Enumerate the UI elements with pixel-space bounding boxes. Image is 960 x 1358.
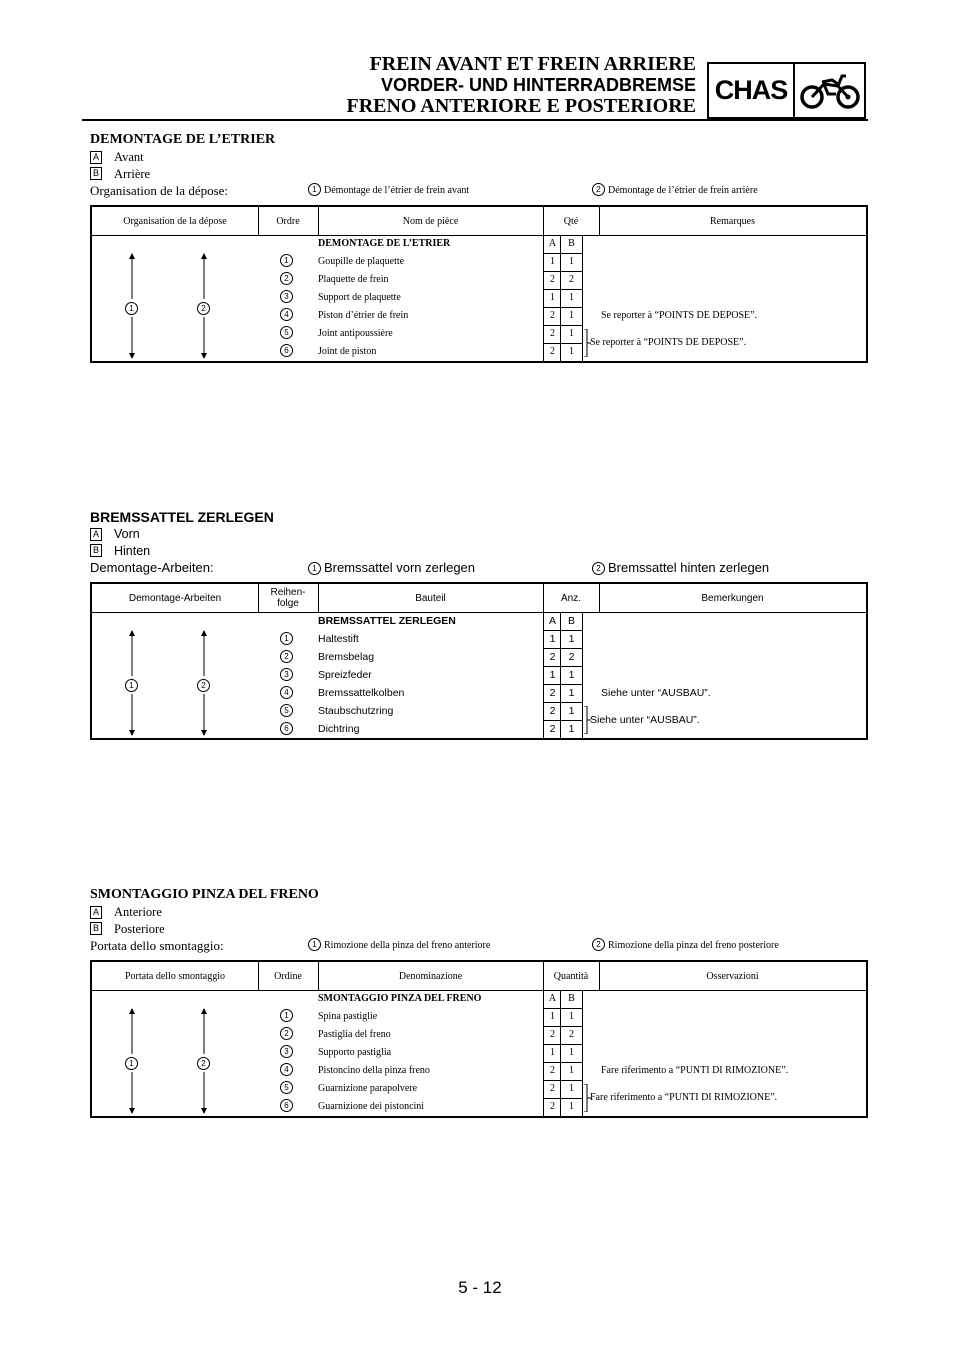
row-order: [268, 648, 308, 666]
row-qty-b: 2: [569, 1029, 574, 1040]
arrow-label-1: [125, 676, 138, 694]
row-order: [268, 1026, 308, 1044]
row-qty-a: 2: [550, 328, 555, 339]
variant-b-line: [90, 543, 870, 560]
variant-a-text: Anteriore: [114, 905, 162, 919]
organisation-item-2: [592, 937, 779, 954]
col-header-remarks: Bemerkungen: [701, 592, 764, 604]
row-qty-a: 2: [550, 310, 555, 321]
variant-b-line: [90, 921, 870, 938]
row-part-name: Joint antipoussière: [318, 328, 393, 339]
row-qty-b: 2: [568, 651, 575, 663]
row-part-name: Joint de piston: [318, 346, 377, 357]
row-part-name: Haltestift: [318, 633, 359, 645]
organisation-line: [90, 182, 870, 199]
row-qty-b: 2: [569, 274, 574, 285]
circled-number: 4: [280, 1063, 293, 1076]
variant-a-box: A: [90, 528, 102, 541]
row-qty-a: 2: [549, 651, 556, 663]
circled-number: 4: [280, 686, 293, 699]
sequence-arrows: [92, 962, 252, 1120]
row-order: [268, 253, 308, 271]
arrow-label-1: [125, 1054, 138, 1072]
row-qty-a: 1: [550, 292, 555, 303]
circled-number: 1: [125, 1057, 138, 1070]
column-divider: [258, 962, 259, 990]
row-remark: Siehe unter “AUSBAU”.: [601, 687, 711, 699]
col-header-part: Bauteil: [415, 592, 446, 604]
row-qty-b: 1: [568, 687, 575, 699]
circled-number: 2: [280, 650, 293, 663]
row-order: [268, 1008, 308, 1026]
organisation-item-2-text: Rimozione della pinza del freno posteriore: [608, 940, 779, 951]
row-qty-b: 1: [569, 1011, 574, 1022]
organisation-item-1-text: Rimozione della pinza del freno anteriore: [324, 940, 491, 951]
motorcycle-icon: [795, 64, 864, 117]
bracket-remark: Se reporter à “POINTS DE DEPOSE”.: [590, 337, 747, 348]
column-divider: [543, 584, 544, 612]
variant-b-line: [90, 166, 870, 183]
circled-number: 2: [197, 302, 210, 315]
variant-b-text: Arrière: [114, 166, 151, 181]
arrow-label-1: [125, 299, 138, 317]
circled-number: 2: [592, 183, 605, 196]
circled-number: 6: [280, 722, 293, 735]
row-part-name: Pistoncino della pinza freno: [318, 1065, 430, 1076]
row-order: [268, 289, 308, 307]
organisation-item-2-text: Démontage de l’étrier de frein arrière: [608, 185, 758, 196]
subheader-b: B: [567, 615, 575, 627]
row-order: [268, 271, 308, 289]
column-divider: [258, 207, 259, 235]
subheader-label: BREMSSATTEL ZERLEGEN: [318, 615, 456, 627]
row-part-name: Supporto pastiglia: [318, 1047, 392, 1058]
organisation-label: Demontage-Arbeiten:: [90, 560, 214, 575]
sequence-arrows: [92, 584, 252, 742]
column-divider: [599, 584, 600, 612]
row-qty-a: 2: [550, 346, 555, 357]
chapter-badge-label: CHAS: [709, 64, 795, 117]
organisation-item-1: [308, 559, 475, 576]
variant-a-line: [90, 526, 870, 543]
row-qty-a: 2: [550, 1065, 555, 1076]
row-part-name: Bremsbelag: [318, 651, 375, 663]
circled-number: 2: [592, 562, 605, 575]
chapter-badge: [707, 62, 866, 119]
row-part-name: Bremssattelkolben: [318, 687, 405, 699]
circled-number: 1: [308, 183, 321, 196]
row-order: [268, 307, 308, 325]
row-order: [268, 1062, 308, 1080]
circled-number: 6: [280, 344, 293, 357]
row-part-name: Guarnizione dei pistoncini: [318, 1101, 425, 1112]
row-order: [268, 720, 308, 738]
row-part-name: Staubschutzring: [318, 705, 394, 717]
organisation-item-1: [308, 937, 490, 954]
col-header-organisation: Portata dello smontaggio: [125, 970, 225, 982]
column-divider: [258, 584, 259, 612]
row-qty-a: 2: [550, 1029, 555, 1040]
arrow-label-2: [197, 1054, 210, 1072]
organisation-line: [90, 937, 870, 954]
organisation-item-1-text: Démontage de l’étrier de frein avant: [324, 185, 470, 196]
circled-number: 3: [280, 668, 293, 681]
row-order: [268, 325, 308, 343]
col-header-quantity: Quantità: [553, 970, 589, 982]
row-qty-b: 1: [568, 723, 575, 735]
sequence-arrows: [92, 207, 252, 365]
row-order: [268, 630, 308, 648]
circled-number: 1: [308, 562, 321, 575]
header-title-de: VORDER- UND HINTERRADBREMSE: [380, 75, 696, 95]
variant-a-line: [90, 149, 870, 166]
row-qty-a: 2: [550, 1083, 555, 1094]
circled-number: 2: [280, 272, 293, 285]
row-qty-a: 1: [550, 1011, 555, 1022]
row-qty-a: 2: [549, 687, 556, 699]
circled-number: 1: [308, 938, 321, 951]
col-header-quantity: Qté: [563, 215, 579, 227]
subheader-a: A: [548, 238, 557, 249]
row-part-name: Dichtring: [318, 723, 360, 735]
circled-number: 4: [280, 308, 293, 321]
organisation-label: Organisation de la dépose:: [90, 183, 229, 198]
variant-a-box: A: [90, 151, 102, 164]
circled-number: 2: [197, 679, 210, 692]
row-part-name: Support de plaquette: [318, 292, 401, 303]
col-header-part: Denominazione: [398, 970, 463, 982]
row-qty-b: 1: [569, 1047, 574, 1058]
subheader-a: A: [548, 615, 556, 627]
row-qty-b: 1: [569, 256, 574, 267]
section-title: BREMSSATTEL ZERLEGEN: [90, 509, 274, 525]
row-qty-b: 1: [568, 669, 575, 681]
header-title-fr: FREIN AVANT ET FREIN ARRIERE: [369, 53, 696, 75]
header-rule: [82, 119, 868, 121]
circled-number: 5: [280, 1081, 293, 1094]
header-title-it: FRENO ANTERIORE E POSTERIORE: [346, 95, 696, 117]
section-title: SMONTAGGIO PINZA DEL FRENO: [90, 887, 319, 902]
row-qty-a: 1: [550, 1047, 555, 1058]
row-order: [268, 1098, 308, 1116]
row-qty-b: 1: [569, 346, 574, 357]
organisation-item-1: [308, 182, 469, 199]
col-header-part: Nom de pièce: [402, 215, 459, 227]
row-order: [268, 666, 308, 684]
column-divider: [599, 207, 600, 235]
row-order: [268, 1080, 308, 1098]
variant-a-text: Avant: [114, 150, 144, 164]
col-header-remarks: Osservazioni: [706, 970, 759, 982]
column-divider: [543, 207, 544, 235]
variant-b-box: B: [90, 167, 102, 180]
page-header: [340, 54, 696, 117]
column-divider: [318, 584, 319, 612]
organisation-item-2: [592, 559, 769, 576]
organisation-item-1-text: Bremssattel vorn zerlegen: [324, 560, 476, 575]
row-qty-a: 2: [549, 723, 556, 735]
col-header-order: Ordre: [276, 215, 300, 227]
variant-b-text: Posteriore: [114, 921, 165, 936]
col-header-organisation: Organisation de la dépose: [123, 215, 227, 227]
column-divider: [599, 962, 600, 990]
row-qty-b: 1: [568, 705, 575, 717]
arrow-label-2: [197, 676, 210, 694]
row-order: [268, 702, 308, 720]
circled-number: 2: [280, 1027, 293, 1040]
row-remark: Se reporter à “POINTS DE DEPOSE”.: [601, 310, 758, 321]
circled-number: 1: [280, 254, 293, 267]
subheader-label: DEMONTAGE DE L’ETRIER: [318, 238, 451, 249]
row-part-name: Plaquette de frein: [318, 274, 389, 285]
subheader-a: A: [548, 993, 557, 1004]
row-remark: Fare riferimento a “PUNTI DI RIMOZIONE”.: [601, 1065, 789, 1076]
circled-number: 5: [280, 326, 293, 339]
variant-b-box: B: [90, 922, 102, 935]
row-qty-a: 1: [550, 256, 555, 267]
circled-number: 5: [280, 704, 293, 717]
disassembly-table: [90, 582, 868, 740]
row-qty-b: 1: [569, 1065, 574, 1076]
section-title: DEMONTAGE DE L’ETRIER: [90, 132, 276, 147]
organisation-label: Portata dello smontaggio:: [90, 938, 224, 953]
circled-number: 3: [280, 1045, 293, 1058]
row-qty-a: 2: [550, 274, 555, 285]
row-part-name: Piston d’étrier de frein: [318, 310, 409, 321]
col-header-quantity: Anz.: [560, 592, 581, 604]
bracket-remark: Fare riferimento a “PUNTI DI RIMOZIONE”.: [590, 1092, 778, 1103]
row-part-name: Spreizfeder: [318, 669, 372, 681]
section-italian: [90, 886, 870, 1112]
disassembly-table: [90, 960, 868, 1118]
variant-a-box: A: [90, 906, 102, 919]
page-number: 5 - 12: [458, 1278, 502, 1297]
organisation-item-2-text: Bremssattel hinten zerlegen: [608, 560, 770, 575]
row-qty-b: 1: [569, 310, 574, 321]
circled-number: 1: [280, 1009, 293, 1022]
col-header-organisation: Demontage-Arbeiten: [128, 592, 222, 604]
row-qty-b: 1: [568, 633, 575, 645]
row-qty-b: 1: [569, 328, 574, 339]
row-qty-a: 1: [549, 669, 556, 681]
subheader-label: SMONTAGGIO PINZA DEL FRENO: [318, 993, 482, 1004]
circled-number: 1: [125, 302, 138, 315]
disassembly-table: [90, 205, 868, 363]
column-divider: [543, 962, 544, 990]
subheader-b: B: [568, 993, 575, 1004]
col-header-order: Reihen- folge: [270, 587, 306, 609]
circled-number: 1: [125, 679, 138, 692]
arrow-label-2: [197, 299, 210, 317]
organisation-line: [90, 559, 870, 576]
circled-number: 1: [280, 632, 293, 645]
organisation-item-2: [592, 182, 758, 199]
variant-a-text: Vorn: [114, 527, 140, 541]
row-part-name: Pastiglia del freno: [318, 1029, 391, 1040]
row-qty-a: 1: [549, 633, 556, 645]
circled-number: 3: [280, 290, 293, 303]
circled-number: 6: [280, 1099, 293, 1112]
bracket-remark: Siehe unter “AUSBAU”.: [590, 714, 700, 726]
row-order: [268, 1044, 308, 1062]
variant-a-line: [90, 904, 870, 921]
col-header-order: Ordine: [274, 970, 302, 982]
row-qty-a: 2: [550, 1101, 555, 1112]
subheader-b: B: [568, 238, 575, 249]
row-qty-a: 2: [549, 705, 556, 717]
circled-number: 2: [592, 938, 605, 951]
row-part-name: Guarnizione parapolvere: [318, 1083, 418, 1094]
circled-number: 2: [197, 1057, 210, 1070]
column-divider: [318, 962, 319, 990]
section-french: [90, 131, 870, 357]
section-german: [90, 508, 870, 735]
col-header-remarks: Remarques: [710, 215, 755, 227]
row-part-name: Spina pastiglie: [318, 1011, 378, 1022]
row-order: [268, 684, 308, 702]
row-qty-b: 1: [569, 292, 574, 303]
row-part-name: Goupille de plaquette: [318, 256, 405, 267]
row-qty-b: 1: [569, 1101, 574, 1112]
column-divider: [318, 207, 319, 235]
variant-b-text: Hinten: [114, 543, 151, 558]
row-order: [268, 343, 308, 361]
row-qty-b: 1: [569, 1083, 574, 1094]
variant-b-box: B: [90, 544, 102, 557]
